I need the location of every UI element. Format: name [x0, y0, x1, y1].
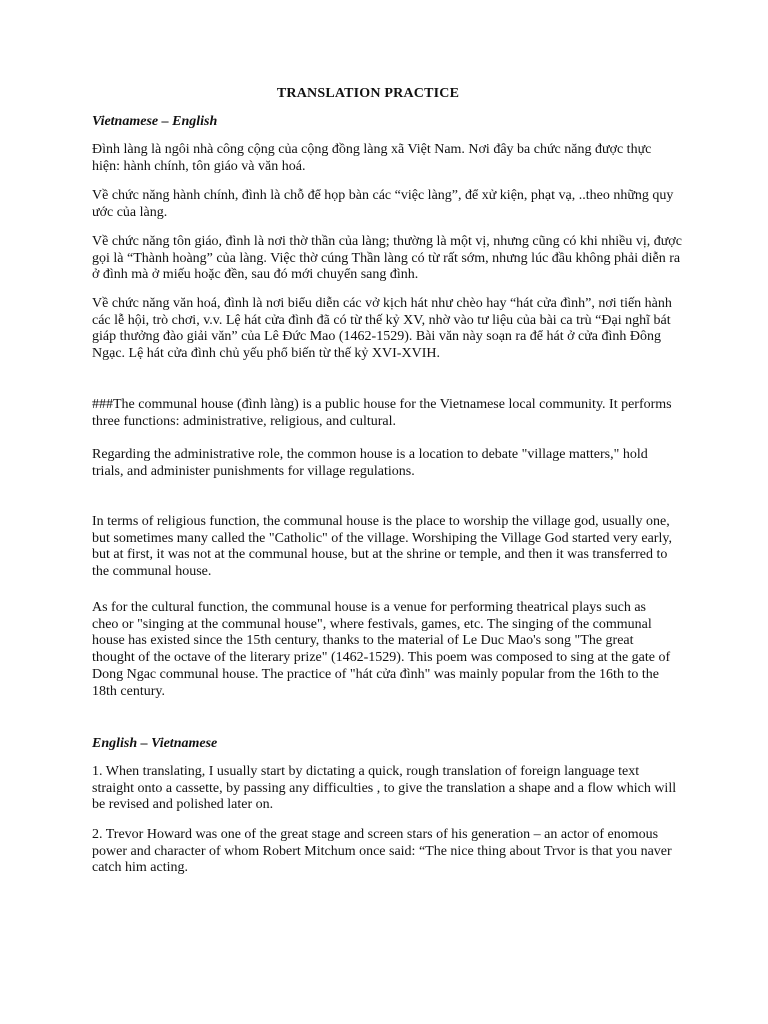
vi-paragraph-3: Về chức năng tôn giáo, đình là nơi thờ thần của làng; thường là một vị, nhưng cũng có khi nhiều vị, được gọi là “Thành hoàng” của làng. Việc thờ cúng Thần làng có từ rất sớm, nhưng lúc đầu không phải diễn ra ở đình mà ở miếu hoặc đền, sau đó mới chuyển sang đình. [92, 234, 682, 282]
vi-paragraph-2: Về chức năng hành chính, đình là chỗ để họp bàn các “việc làng”, để xử kiện, phạt vạ, ..theo những quy ước của làng. [92, 188, 674, 220]
translation-paragraph-4: As for the cultural function, the communal house is a venue for performing theatrical plays such as cheo or "singing at the communal house", where festivals, games, etc. The singing of the communal house has existed since the 15th century, thanks to the material of Le Duc Mao's song "The great thought of the octave of the literary prize" (1462-1529). This poem was composed to sing at the gate of Dong Ngac communal house. The practice of "hát cửa đình" was mainly popular from the 16th to the 18th century. [92, 600, 671, 699]
page-title: TRANSLATION PRACTICE [276, 86, 460, 101]
section-heading-en-vi: English – Vietnamese [92, 736, 218, 751]
translation-paragraph-2: Regarding the administrative role, the common house is a location to debate "village matters," hold trials, and administer punishments for village regulations. [92, 447, 648, 479]
en-paragraph-2: 2. Trevor Howard was one of the great stage and screen stars of his generation – an actor of enomous power and character of whom Robert Mitchum once said: “The nice thing about Trvor is that you naver catch him acting. [92, 827, 672, 875]
translation-paragraph-1: ###The communal house (đình làng) is a public house for the Vietnamese local community. It performs three functions: administrative, religious, and cultural. [92, 397, 672, 429]
vi-paragraph-4: Về chức năng văn hoá, đình là nơi biểu diễn các vở kịch hát như chèo hay “hát cửa đình”, nơi tiến hành các lễ hội, trò chơi, v.v. Lệ hát cửa đình đã có từ thế kỷ XV, nhờ vào tư liệu của bài ca trù “Đại nghĩ bát giáp thưởng đào giải văn” của Lê Đức Mao (1462-1529). Bài văn này soạn ra để hát ở cửa đình Đông Ngạc. Lệ hát cửa đình chủ yếu phổ biến từ thế kỷ XVI-XVIH. [92, 296, 672, 361]
en-paragraph-1: 1. When translating, I usually start by dictating a quick, rough translation of foreign language text straight onto a cassette, by passing any difficulties , to give the translation a shape and a flow which will be revised and polished later on. [92, 764, 677, 812]
translation-paragraph-3: In terms of religious function, the communal house is the place to worship the village god, usually one, but sometimes many called the "Catholic" of the village. Worshiping the Village God started very early, but at first, it was not at the communal house, but at the shrine or temple, and then it was transferred to the communal house. [92, 514, 672, 580]
section-heading-vi-en: Vietnamese – English [92, 114, 218, 129]
vi-paragraph-1: Đình làng là ngôi nhà công cộng của cộng đồng làng xã Việt Nam. Nơi đây ba chức năng được thực hiện: hành chính, tôn giáo và văn hoá. [92, 142, 652, 174]
